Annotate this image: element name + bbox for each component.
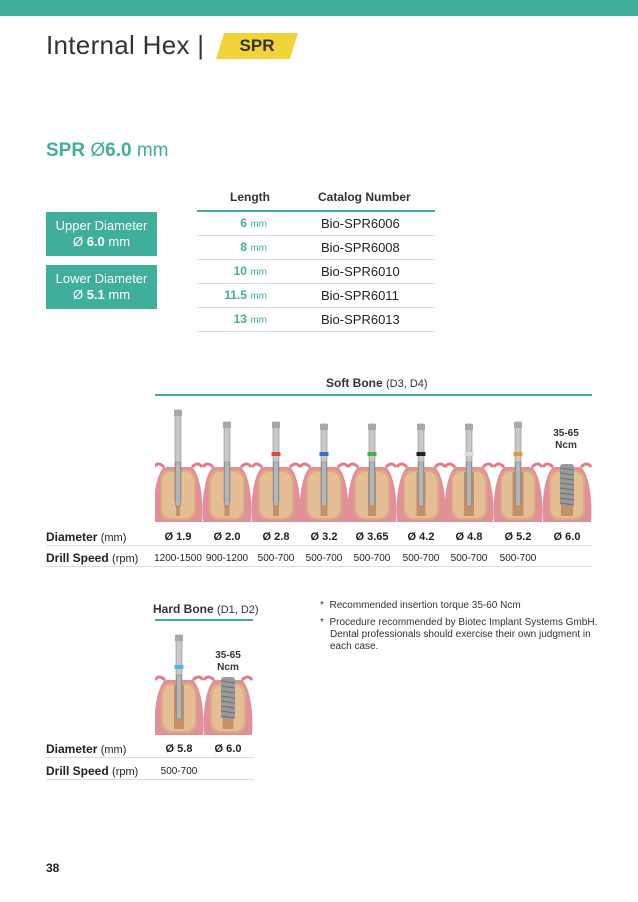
catalog-length-value: 10 — [233, 264, 247, 278]
drill-bit — [177, 675, 182, 719]
drill-bit — [225, 462, 230, 506]
soft-bone-title: Soft Bone — [326, 376, 383, 390]
diameter-cell: Ø 4.8 — [455, 531, 483, 543]
drill-speed-cell: 500-700 — [499, 553, 537, 564]
implant-site — [543, 464, 592, 522]
drill-color-ring — [417, 452, 426, 456]
drill-color-ring — [465, 452, 474, 456]
page-title: Internal Hex | — [46, 30, 205, 60]
hard-bone-torque — [208, 650, 248, 674]
gum-edge — [252, 464, 262, 467]
diameter-cell: Ø 4.2 — [407, 531, 435, 543]
catalog-row — [197, 236, 435, 260]
diameter-cell: Ø 1.9 — [164, 531, 192, 543]
gum-edge — [348, 464, 358, 467]
soft-diameter-label-text: Diameter — [46, 530, 98, 544]
drill-head — [465, 424, 473, 430]
note-bullet: * — [320, 617, 324, 628]
catalog-number: Bio-SPR6006 — [321, 216, 400, 231]
diameter-cell: Ø 6.0 — [214, 743, 242, 755]
gum-edge — [445, 464, 455, 467]
drill-speed-cell: 500-700 — [160, 766, 198, 777]
catalog-length-value: 6 — [240, 216, 247, 230]
drill-color-ring — [320, 452, 329, 456]
catalog-number: Bio-SPR6008 — [321, 240, 400, 255]
drill-site — [445, 424, 494, 522]
hard-speed-label — [46, 764, 138, 778]
catalog-length-unit: mm — [250, 315, 267, 326]
gum-edge — [386, 464, 396, 467]
gum-edge — [204, 677, 214, 680]
hard-bone-title: Hard Bone — [153, 602, 214, 616]
subtitle-name: SPR — [46, 140, 86, 161]
gum-edge — [483, 464, 493, 467]
gum-edge — [290, 464, 300, 467]
catalog-length-value: 13 — [233, 312, 247, 326]
catalog-length-unit: mm — [250, 219, 267, 230]
drill-site — [348, 424, 397, 522]
lower-diameter-value — [46, 287, 157, 303]
gum-edge — [581, 464, 591, 467]
drill-color-ring — [514, 452, 523, 456]
drill-bit — [370, 462, 375, 506]
soft-speed-label — [46, 551, 138, 565]
diameter-cell: Ø 5.8 — [165, 743, 193, 755]
drill-bit — [419, 462, 424, 506]
diameter-cell: Ø 2.0 — [213, 531, 241, 543]
catalog-row — [197, 212, 435, 236]
drill-speed-cell: 500-700 — [305, 553, 343, 564]
drill-head — [514, 422, 522, 428]
drill-speed-cell: 500-700 — [257, 553, 295, 564]
catalog-number: Bio-SPR6013 — [321, 312, 400, 327]
soft-speed-unit: (rpm) — [112, 553, 139, 565]
soft-diameter-unit: (mm) — [100, 532, 127, 544]
upper-diameter-box — [46, 212, 157, 256]
drill-site — [155, 635, 203, 735]
soft-torque-value: 35-65 — [553, 428, 579, 439]
soft-bone-density: (D3, D4) — [386, 378, 428, 390]
diameter-cell: Ø 6.0 — [553, 531, 581, 543]
soft-bone-drill-illustration — [155, 400, 592, 524]
gum-edge — [397, 464, 407, 467]
section-subtitle — [46, 140, 169, 162]
drill-site — [494, 422, 543, 522]
soft-torque-unit: Ncm — [555, 440, 577, 451]
soft-diameter-rule — [46, 545, 592, 546]
soft-diameter-label — [46, 530, 126, 544]
drill-speed-cell: 1200-1500 — [154, 553, 202, 564]
drill-site — [397, 424, 446, 522]
drill-bit — [467, 462, 472, 506]
drill-speed-cell: 500-700 — [450, 553, 488, 564]
soft-bone-heading — [326, 376, 428, 390]
hard-bone-heading — [153, 602, 259, 616]
upper-diameter-symbol: Ø — [72, 234, 84, 249]
lower-diameter-box — [46, 265, 157, 309]
catalog-length-value: 8 — [240, 240, 247, 254]
soft-speed-label-text: Drill Speed — [46, 551, 109, 565]
drill-head — [223, 422, 231, 428]
hard-diameter-unit: (mm) — [100, 744, 127, 756]
drill-site — [252, 422, 301, 522]
lower-diameter-number: 5.1 — [86, 287, 105, 302]
catalog-length-value: 11.5 — [224, 288, 247, 302]
soft-bone-rule — [155, 394, 592, 396]
drill-color-ring — [368, 452, 377, 456]
spr-badge — [216, 33, 298, 59]
gum-edge — [241, 464, 251, 467]
catalog-number: Bio-SPR6011 — [321, 288, 399, 303]
gum-edge — [242, 677, 252, 680]
catalog-length-unit: mm — [250, 243, 267, 254]
gum-edge — [203, 464, 213, 467]
drill-color-ring — [272, 452, 281, 456]
gum-edge — [543, 464, 553, 467]
top-accent-bar — [0, 0, 638, 16]
catalog-row — [197, 308, 435, 332]
gum-edge — [532, 464, 542, 467]
catalog-length-unit: mm — [250, 267, 267, 278]
note-procedure-line-1: Procedure recommended by Biotec Implant Systems GmbH. — [329, 617, 598, 628]
upper-diameter-unit: mm — [108, 234, 131, 249]
hard-speed-label-text: Drill Speed — [46, 764, 109, 778]
hard-diameter-rule — [46, 757, 254, 758]
drill-head — [368, 424, 376, 430]
drill-site — [300, 424, 349, 522]
drill-site — [155, 410, 202, 522]
catalog-length-unit: mm — [250, 291, 267, 302]
note-torque — [320, 600, 620, 612]
gum-edge — [192, 464, 202, 467]
diameter-cell: Ø 5.2 — [504, 531, 532, 543]
note-procedure — [320, 617, 620, 653]
gum-edge — [300, 464, 310, 467]
subtitle-value: 6.0 — [105, 140, 132, 161]
hard-bone-drill-illustration — [155, 625, 253, 737]
diameter-cell: Ø 3.65 — [355, 531, 389, 543]
badge-label: SPR — [239, 36, 275, 55]
drill-head — [417, 424, 425, 430]
diameter-cell: Ø 2.8 — [262, 531, 290, 543]
catalog-row — [197, 284, 435, 308]
gum-edge — [155, 677, 165, 680]
drill-bit — [274, 462, 279, 506]
drill-speed-cell: 500-700 — [353, 553, 391, 564]
hard-bone-rule — [155, 619, 253, 621]
catalog-length — [197, 312, 267, 326]
catalog-row — [197, 260, 435, 284]
catalog-number-header: Catalog Number — [318, 190, 411, 204]
note-procedure-line-3: each case. — [330, 641, 379, 652]
catalog-length — [197, 216, 267, 230]
implant-site — [204, 677, 253, 735]
soft-bone-torque — [546, 428, 586, 452]
soft-speed-rule — [46, 566, 592, 567]
drill-head — [320, 424, 328, 430]
drill-head — [272, 422, 280, 428]
page-number: 38 — [46, 861, 60, 875]
gum-edge — [338, 464, 348, 467]
diameter-cell: Ø 3.2 — [310, 531, 338, 543]
hard-diameter-label — [46, 742, 126, 756]
drill-bit — [516, 462, 521, 506]
hard-speed-unit: (rpm) — [112, 766, 139, 778]
gum-edge — [193, 677, 203, 680]
lower-diameter-unit: mm — [108, 287, 131, 302]
drill-speed-cell: 900-1200 — [205, 553, 249, 564]
upper-diameter-number: 6.0 — [86, 234, 105, 249]
drill-bit — [322, 462, 327, 506]
catalog-length — [197, 240, 267, 254]
catalog-length — [197, 288, 267, 302]
upper-diameter-value — [46, 234, 157, 250]
drill-bit — [176, 462, 181, 506]
gum-edge — [435, 464, 445, 467]
lower-diameter-symbol: Ø — [72, 287, 84, 302]
length-header: Length — [230, 190, 270, 204]
catalog-number: Bio-SPR6010 — [321, 264, 400, 279]
hard-diameter-label-text: Diameter — [46, 742, 98, 756]
hard-torque-unit: Ncm — [217, 662, 239, 673]
hard-speed-rule — [46, 779, 254, 780]
drill-head — [175, 635, 183, 641]
catalog-length — [197, 264, 267, 278]
drill-head — [174, 410, 182, 416]
gum-edge — [494, 464, 504, 467]
upper-diameter-label: Upper Diameter — [55, 218, 148, 233]
hard-bone-density: (D1, D2) — [217, 604, 259, 616]
drill-color-ring — [175, 665, 184, 669]
note-torque-text: Recommended insertion torque 35-60 Ncm — [329, 600, 521, 611]
drill-speed-cell: 500-700 — [402, 553, 440, 564]
note-procedure-line-2: Dental professionals should exercise their own judgment in — [330, 629, 591, 640]
drill-site — [203, 422, 252, 522]
gum-edge — [155, 464, 164, 467]
hard-torque-value: 35-65 — [215, 650, 241, 661]
subtitle-unit: mm — [136, 140, 169, 161]
lower-diameter-label: Lower Diameter — [55, 271, 148, 286]
note-bullet: * — [320, 600, 324, 611]
subtitle-symbol: Ø — [90, 140, 106, 161]
